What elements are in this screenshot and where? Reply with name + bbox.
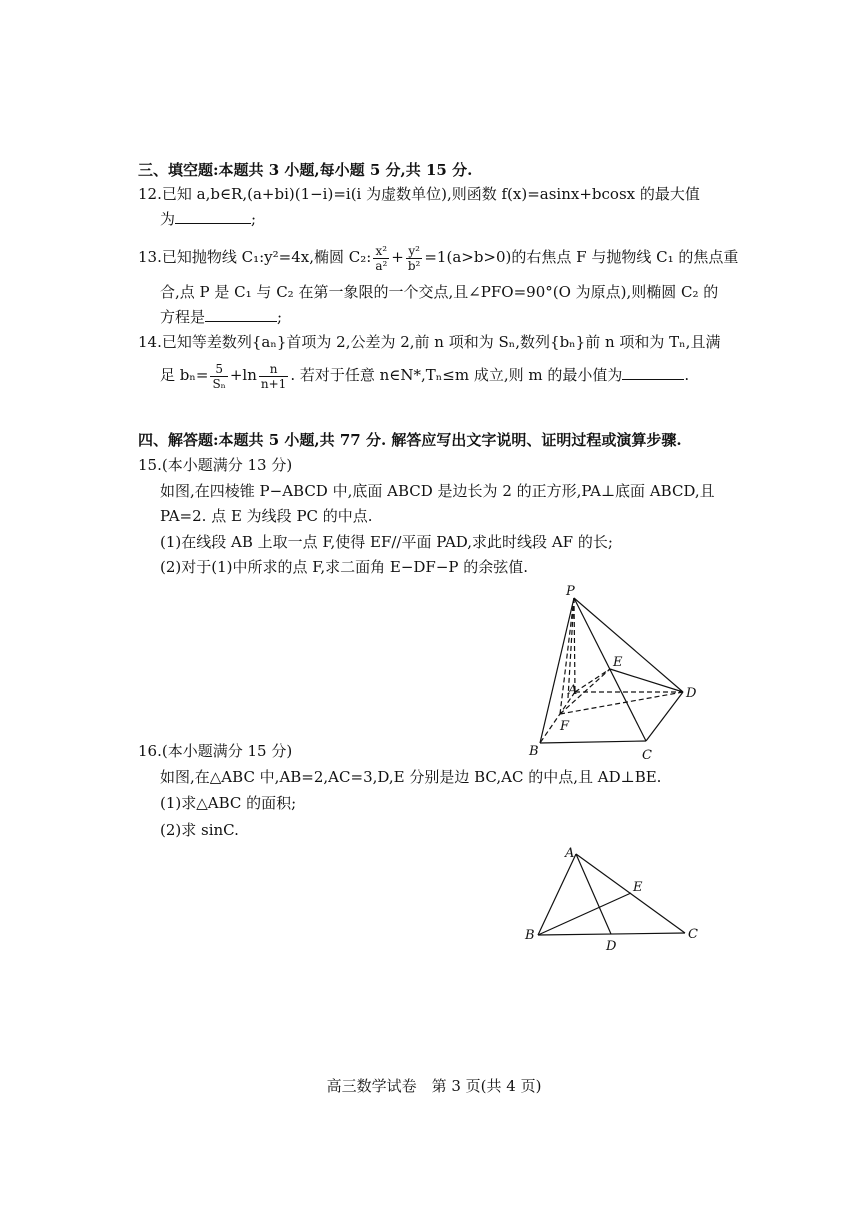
q13-line1: 13.已知抛物线 C₁:y²=4x,椭圆 C₂: $\frac{\text{x²}}{\text{a²}}$ + $\frac{\text{y²}}{\text{b²}}$ =1(a>b>0)的右焦点 F 与抛物线 C₁ 的焦点重 (138, 243, 739, 273)
label-B: B (525, 928, 535, 943)
q15-part2: (2)对于(1)中所求的点 F,求二面角 E−DF−P 的余弦值. (160, 558, 529, 576)
edge-pd (574, 598, 683, 692)
q12-line1 (138, 184, 700, 204)
q12-text: 已知 a,b∈R,(a+bi)(1−i)=i(i 为虚数单位),则函数 f(x)=asinx+bcosx 的最大值 (161, 185, 700, 203)
q15-pyramid-figure (520, 578, 710, 763)
label-D: D (606, 939, 617, 954)
q12-line2: 为 ; (160, 210, 257, 228)
q13-answer-blank[interactable] (205, 307, 277, 322)
label-D: D (686, 686, 697, 701)
label-C: C (688, 927, 698, 942)
q15-part1: (1)在线段 AB 上取一点 F,使得 EF//平面 PAD,求此时线段 AF 的长; (160, 533, 613, 551)
label-C: C (642, 748, 652, 763)
edge-ed (610, 669, 683, 692)
q14-answer-blank[interactable] (622, 365, 684, 380)
edge-ab (540, 692, 575, 743)
q16-triangle-figure (520, 840, 710, 955)
q14-line1: 14.已知等差数列{aₙ}首项为 2,公差为 2,前 n 项和为 Sₙ,数列{bₙ}前 n 项和为 Tₙ,且满 (138, 333, 721, 351)
segment-be (538, 893, 631, 935)
label-B: B (529, 744, 539, 759)
q15-line2: PA=2. 点 E 为线段 PC 的中点. (160, 507, 373, 525)
label-E: E (613, 655, 623, 670)
q16-title: 16.(本小题满分 15 分) (138, 742, 293, 760)
edge-ae (575, 669, 610, 692)
section3-header: 三、填空题:本题共 3 小题,每小题 5 分,共 15 分. (138, 161, 473, 179)
q12-answer-blank[interactable] (175, 209, 251, 224)
q14-fraction-5-sn: $\frac{5}{\text{Sₙ}}$ (212, 361, 226, 391)
label-A: A (568, 683, 578, 698)
label-E: E (633, 880, 643, 895)
q14-line2: 足 bₙ= $\frac{5}{\text{Sₙ}}$ +ln $\frac{n}{n+1}$ . 若对于任意 n∈N*,Tₙ≤m 成立,则 m 的最小值为 . (160, 361, 690, 391)
edge-fd (560, 692, 683, 714)
q13-fraction-y: $\frac{\text{y²}}{\text{b²}}$ (407, 243, 421, 273)
q14-fraction-n: $\frac{n}{n+1}$ (260, 361, 287, 391)
q13-line2: 合,点 P 是 C₁ 与 C₂ 在第一象限的一个交点,且∠PFO=90°(O 为原点),则椭圆 C₂ 的 (160, 283, 719, 301)
q13-line3: 方程是 ; (160, 308, 283, 326)
edge-bc (540, 741, 646, 743)
label-F: F (560, 719, 570, 734)
page-footer: 高三数学试卷 第 3 页(共 4 页) (326, 1077, 542, 1095)
q16-part1: (1)求△ABC 的面积; (160, 794, 297, 812)
q13-fraction-x: $\frac{\text{x²}}{\text{a²}}$ (375, 243, 388, 273)
q15-line1: 如图,在四棱锥 P−ABCD 中,底面 ABCD 是边长为 2 的正方形,PA⊥底面 ABCD,且 (160, 482, 715, 500)
section4-header: 四、解答题:本题共 5 小题,共 77 分. 解答应写出文字说明、证明过程或演算步骤. (138, 431, 682, 449)
q16-part2: (2)求 sinC. (160, 821, 239, 839)
side-ab (538, 854, 576, 935)
q15-title: 15.(本小题满分 13 分) (138, 456, 293, 474)
q13-number: 13. (138, 248, 162, 266)
q16-line1: 如图,在△ABC 中,AB=2,AC=3,D,E 分别是边 BC,AC 的中点,且 AD⊥BE. (160, 768, 662, 786)
label-A: A (565, 846, 575, 861)
q12-number: 12. (138, 185, 162, 203)
label-P: P (566, 584, 575, 599)
edge-pa (574, 598, 575, 692)
q14-number: 14. (138, 333, 162, 351)
edge-cd (646, 692, 683, 741)
side-bc (538, 933, 685, 935)
